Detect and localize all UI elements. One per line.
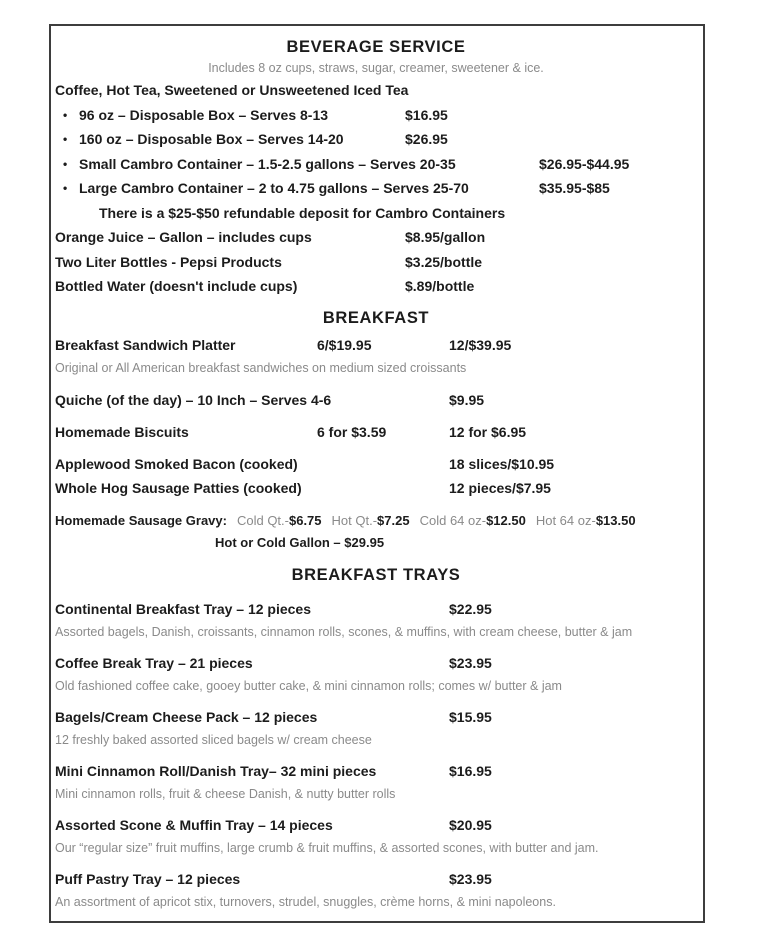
gravy-option-price: $13.50	[595, 512, 636, 528]
item-name: Bagels/Cream Cheese Pack – 12 pieces	[55, 708, 318, 725]
item-price: $26.95	[405, 131, 448, 147]
bullet-marker: •	[63, 107, 68, 122]
menu-item-row	[55, 706, 697, 729]
item-name: Orange Juice – Gallon – includes cups	[55, 229, 312, 245]
item-price: $.89/bottle	[405, 278, 475, 294]
item-name: Puff Pastry Tray – 12 pieces	[55, 870, 241, 887]
item-price: 12 for $6.95	[449, 423, 527, 440]
gravy-gallon-label: Hot or Cold Gallon –	[215, 534, 345, 550]
menu-item-row	[55, 452, 697, 476]
item-name: Applewood Smoked Bacon (cooked)	[55, 455, 298, 472]
gravy-option	[237, 513, 322, 528]
gravy-option-label: Hot 64 oz-	[535, 512, 596, 528]
tray-item	[55, 868, 697, 914]
item-price: $8.95/gallon	[405, 229, 486, 245]
item-desc: Mini cinnamon rolls, fruit & cheese Danish, & nutty butter rolls	[55, 786, 396, 801]
item-name: Bottled Water (doesn't include cups)	[55, 278, 298, 294]
bullet-marker: •	[63, 132, 68, 146]
item-price: 12 pieces/$7.95	[449, 479, 551, 496]
item-desc: Original or All American breakfast sandwiches on medium sized croissants	[55, 360, 467, 375]
menu-item-row	[55, 388, 697, 412]
item-price: 6 for $3.59	[317, 423, 387, 440]
item-desc: Our “regular size” fruit muffins, large crumb & fruit muffins, & assorted scones, with butter and jam.	[55, 840, 599, 855]
item-price: 6/$19.95	[317, 336, 372, 353]
item-name: Two Liter Bottles - Pepsi Products	[55, 253, 282, 270]
gravy-option-label: Hot Qt.-	[331, 512, 378, 528]
item-name: 160 oz – Disposable Box – Serves 14-20	[79, 131, 344, 147]
item-price: $9.95	[449, 391, 485, 408]
gravy-option	[420, 513, 526, 528]
item-price: $15.95	[449, 708, 492, 725]
gravy-option-label: Cold Qt.-	[236, 512, 289, 528]
menu-item-row	[55, 333, 697, 357]
menu-item-row	[55, 476, 697, 500]
tray-item	[55, 760, 697, 806]
beverage-subtitle: Includes 8 oz cups, straws, sugar, creamer, sweetener & ice.	[208, 61, 544, 75]
item-price: $23.95	[449, 654, 492, 671]
gravy-gallon-row	[215, 532, 697, 554]
bullet-marker: •	[63, 181, 68, 195]
tray-item	[55, 814, 697, 860]
deposit-note: There is a $25-$50 refundable deposit for Cambro Containers	[99, 204, 506, 221]
tray-item	[55, 706, 697, 752]
menu-item-row	[55, 868, 697, 891]
item-name: Assorted Scone & Muffin Tray – 14 pieces	[55, 816, 333, 833]
beverage-intro: Coffee, Hot Tea, Sweetened or Unsweetened Iced Tea	[55, 82, 409, 98]
bullet-item	[55, 127, 697, 152]
item-price: $16.95	[405, 106, 448, 123]
gravy-option-label: Cold 64 oz-	[419, 512, 487, 528]
menu-page	[49, 24, 705, 923]
menu-item-row	[55, 250, 697, 275]
bullet-marker: •	[63, 156, 68, 171]
item-name: 96 oz – Disposable Box – Serves 8-13	[79, 106, 329, 123]
item-desc: An assortment of apricot stix, turnovers, strudel, snuggles, crème horns, & mini napoleons.	[55, 894, 556, 909]
item-name: Breakfast Sandwich Platter	[55, 336, 236, 353]
item-name: Small Cambro Container – 1.5-2.5 gallons – Serves 20-35	[79, 155, 456, 172]
gravy-row	[55, 510, 697, 532]
gravy-option	[536, 513, 636, 528]
item-price: $16.95	[449, 762, 492, 779]
item-price: 18 slices/$10.95	[449, 455, 555, 472]
menu-item-row	[55, 274, 697, 299]
item-name: Quiche (of the day) – 10 Inch – Serves 4-6	[55, 391, 332, 408]
item-desc: Old fashioned coffee cake, gooey butter cake, & mini cinnamon rolls; comes w/ butter & jam	[55, 678, 562, 693]
item-price: 12/$39.95	[449, 336, 512, 353]
item-name: Continental Breakfast Tray – 12 pieces	[55, 600, 311, 617]
menu-item-row	[55, 598, 697, 621]
bullet-item	[55, 152, 697, 177]
item-price: $20.95	[449, 816, 492, 833]
item-name: Homemade Biscuits	[55, 423, 189, 440]
menu-item-row	[55, 420, 697, 444]
item-name: Coffee Break Tray – 21 pieces	[55, 654, 253, 671]
tray-item	[55, 598, 697, 644]
item-desc: Assorted bagels, Danish, croissants, cinnamon rolls, scones, & muffins, with cream cheese, butter & jam	[55, 624, 633, 639]
item-name: Mini Cinnamon Roll/Danish Tray– 32 mini pieces	[55, 762, 377, 779]
gravy-gallon-price: $29.95	[344, 534, 385, 550]
item-price: $3.25/bottle	[405, 253, 483, 270]
bullet-item	[55, 103, 697, 128]
menu-item-row	[55, 814, 697, 837]
menu-item-row	[55, 760, 697, 783]
section-title-breakfast-trays: BREAKFAST TRAYS	[291, 565, 461, 584]
gravy-option-price: $7.25	[377, 512, 410, 528]
section-title-beverage-service: BEVERAGE SERVICE	[286, 38, 466, 56]
gravy-option-price: $6.75	[288, 512, 322, 528]
item-name: Large Cambro Container – 2 to 4.75 gallons – Serves 25-70	[79, 180, 469, 196]
gravy-option-price: $12.50	[486, 512, 526, 528]
section-title-breakfast: BREAKFAST	[322, 308, 430, 327]
menu-item-row	[55, 652, 697, 675]
item-price: $22.95	[449, 600, 492, 617]
item-name: Homemade Sausage Gravy:	[55, 512, 227, 528]
item-price: $26.95-$44.95	[539, 155, 630, 172]
bullet-item	[55, 176, 697, 201]
menu-content	[51, 26, 703, 914]
item-name: Whole Hog Sausage Patties (cooked)	[55, 479, 302, 496]
item-price: $35.95-$85	[539, 180, 610, 196]
item-price: $23.95	[449, 870, 492, 887]
gravy-option	[332, 513, 410, 528]
menu-item-row	[55, 225, 697, 250]
tray-item	[55, 652, 697, 698]
item-desc: 12 freshly baked assorted sliced bagels w/ cream cheese	[55, 732, 372, 747]
